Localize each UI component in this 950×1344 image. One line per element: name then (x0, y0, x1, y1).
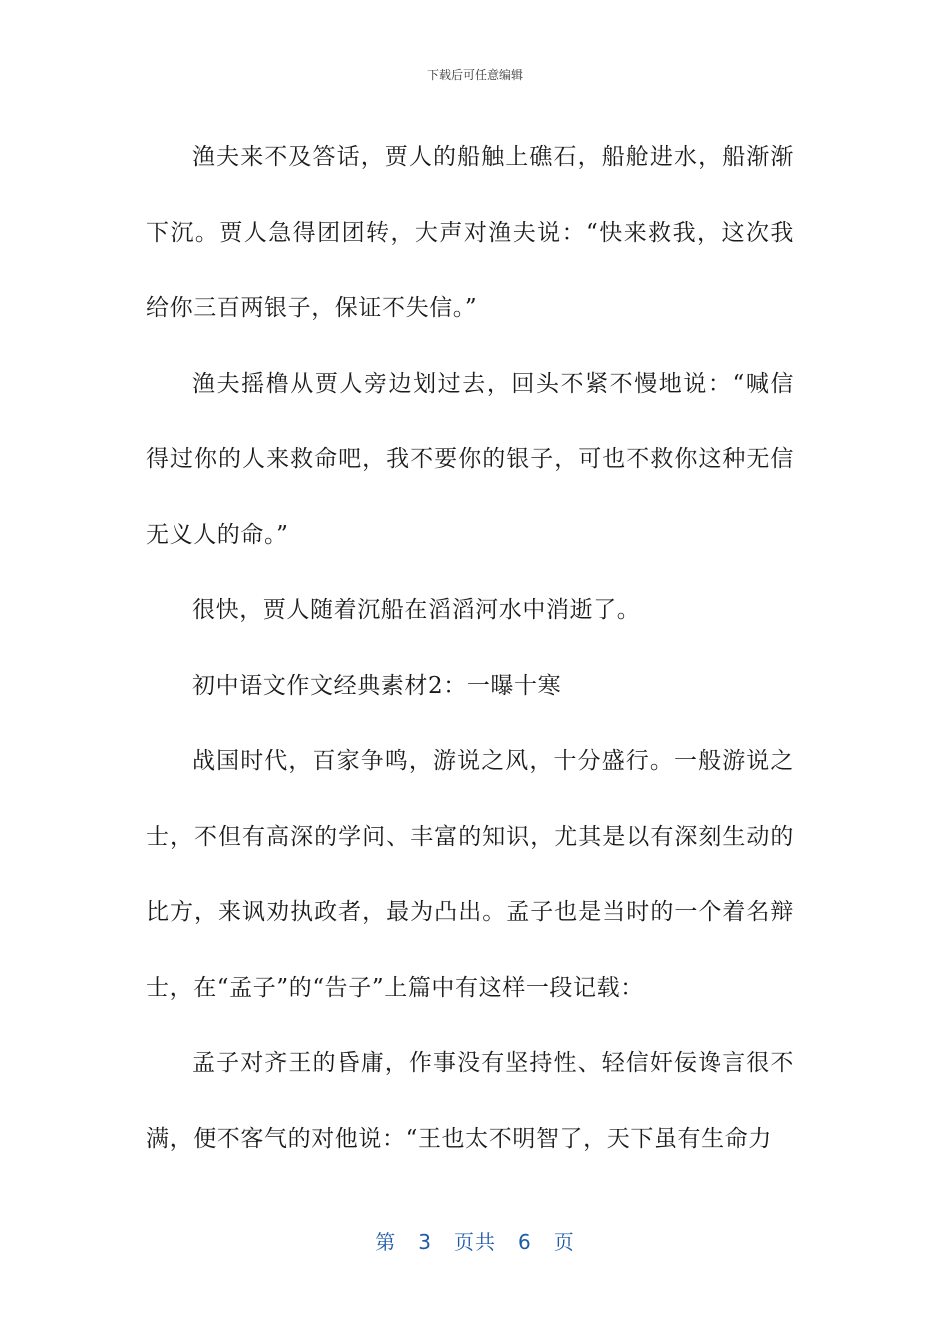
paragraph-5: 孟子对齐王的昏庸，作事没有坚持性、轻信奸佞谗言很不满，便不客气的对他说：“王也太不明智了，天下虽有生命力 (146, 1050, 794, 1152)
total-pages-number: 6 (518, 1230, 532, 1254)
page-label-mid: 页共 (454, 1230, 496, 1254)
page-label-suffix: 页 (553, 1230, 575, 1254)
paragraph-2: 渔夫摇橹从贾人旁边划过去，回头不紧不慢地说：“喊信得过你的人来救命吧，我不要你的银子，可也不救你这种无信无义人的命。” (146, 370, 794, 548)
document-body (146, 120, 794, 1177)
page-footer (0, 1226, 950, 1255)
page-label-prefix: 第 (375, 1230, 397, 1254)
page-header: 下载后可任意编辑 (426, 68, 523, 82)
section-heading: 初中语文作文经典素材2：一曝十寒 (192, 672, 562, 699)
paragraph-4: 战国时代，百家争鸣，游说之风，十分盛行。一般游说之士，不但有高深的学问、丰富的知识，尤其是以有深刻生动的比方，来讽劝执政者，最为凸出。孟子也是当时的一个着名辩士，在“孟子”的“告子”上篇中有这样一段记载： (146, 748, 794, 1001)
current-page-number: 3 (418, 1230, 432, 1254)
paragraph-1: 渔夫来不及答话，贾人的船触上礁石，船舱进水，船渐渐下沉。贾人急得团团转，大声对渔夫说：“快来救我，这次我给你三百两银子，保证不失信。” (146, 144, 794, 321)
paragraph-3: 很快，贾人随着沉船在滔滔河水中消逝了。 (192, 597, 641, 623)
